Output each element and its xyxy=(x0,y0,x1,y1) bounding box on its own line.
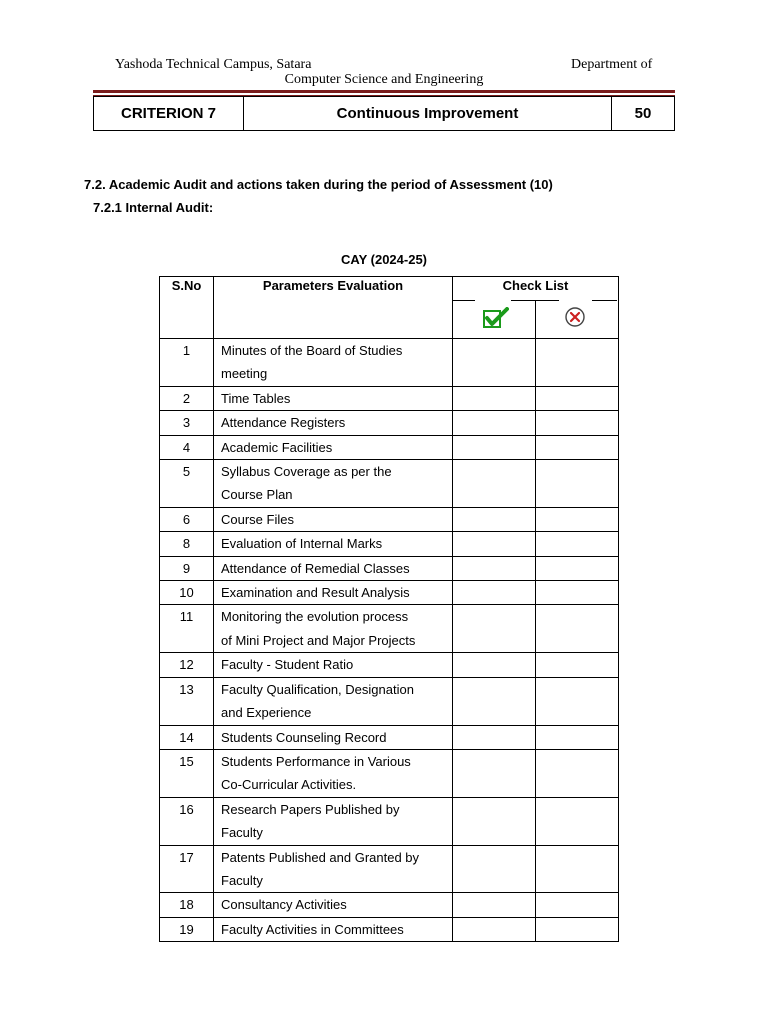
row-parameter-line: Evaluation of Internal Marks xyxy=(221,536,383,552)
table-row xyxy=(160,725,619,749)
section-heading: 7.2. Academic Audit and actions taken during the period of Assessment (10) xyxy=(84,177,553,192)
row-parameter xyxy=(214,605,453,653)
row-parameter-line: Research Papers Published by xyxy=(221,801,400,817)
row-sno: 8 xyxy=(160,532,214,556)
row-parameter-line: Faculty xyxy=(221,825,263,841)
institution-name: Yashoda Technical Campus, Satara xyxy=(115,57,312,72)
red-circle-cross-icon xyxy=(565,307,587,330)
check-no-cell[interactable] xyxy=(536,845,619,893)
check-no-cell[interactable] xyxy=(536,435,619,459)
row-sno: 13 xyxy=(160,677,214,725)
check-yes-cell[interactable] xyxy=(453,797,536,845)
check-no-cell[interactable] xyxy=(536,797,619,845)
row-sno: 18 xyxy=(160,893,214,917)
row-parameter xyxy=(214,411,453,435)
check-yes-cell[interactable] xyxy=(453,386,536,410)
check-yes-cell[interactable] xyxy=(453,532,536,556)
criterion-label: CRITERION 7 xyxy=(94,97,244,130)
row-parameter-line: Course Files xyxy=(221,511,294,527)
table-row xyxy=(160,893,619,917)
check-yes-cell[interactable] xyxy=(453,605,536,653)
row-sno: 1 xyxy=(160,339,214,387)
checklist-header xyxy=(453,277,619,339)
check-no-cell[interactable] xyxy=(536,460,619,508)
checklist-rule xyxy=(453,300,475,301)
check-no-cell[interactable] xyxy=(536,411,619,435)
row-parameter-line: Patents Published and Granted by xyxy=(221,849,420,865)
check-yes-cell[interactable] xyxy=(453,411,536,435)
table-row xyxy=(160,556,619,580)
checklist-label: Check List xyxy=(502,278,569,293)
assessment-year: CAY (2024-25) xyxy=(341,252,427,267)
row-parameter-line: of Mini Project and Major Projects xyxy=(221,632,416,648)
row-sno: 17 xyxy=(160,845,214,893)
row-parameter-line: Attendance Registers xyxy=(221,415,346,431)
table-row xyxy=(160,917,619,941)
department-name-text: Computer Science and Engineering xyxy=(284,72,484,87)
row-parameter xyxy=(214,653,453,677)
table-row xyxy=(160,653,619,677)
check-yes-cell[interactable] xyxy=(453,435,536,459)
check-no-cell[interactable] xyxy=(536,556,619,580)
table-row xyxy=(160,677,619,725)
department-label: Department of xyxy=(571,57,653,72)
check-yes-cell[interactable] xyxy=(453,917,536,941)
row-sno: 10 xyxy=(160,581,214,605)
row-parameter xyxy=(214,581,453,605)
row-sno: 16 xyxy=(160,797,214,845)
row-parameter-line: Faculty Qualification, Designation xyxy=(221,681,414,697)
row-parameter-line: Academic Facilities xyxy=(221,439,333,455)
row-parameter xyxy=(214,749,453,797)
green-checkbox-tick-icon xyxy=(483,307,509,332)
row-parameter xyxy=(214,532,453,556)
check-yes-cell[interactable] xyxy=(453,507,536,531)
checklist-divider xyxy=(535,300,536,339)
table-row xyxy=(160,460,619,508)
check-no-cell[interactable] xyxy=(536,339,619,387)
row-parameter-line: Students Performance in Various xyxy=(221,753,411,769)
row-sno: 3 xyxy=(160,411,214,435)
table-row xyxy=(160,386,619,410)
check-yes-cell[interactable] xyxy=(453,556,536,580)
parameters-header: Parameters Evaluation xyxy=(214,277,453,339)
check-yes-cell[interactable] xyxy=(453,893,536,917)
row-sno: 11 xyxy=(160,605,214,653)
criterion-marks: 50 xyxy=(634,105,652,122)
row-parameter xyxy=(214,460,453,508)
row-sno: 2 xyxy=(160,386,214,410)
row-parameter-line: Consultancy Activities xyxy=(221,897,347,913)
check-yes-cell[interactable] xyxy=(453,653,536,677)
row-parameter xyxy=(214,845,453,893)
row-parameter-line: Minutes of the Board of Studies xyxy=(221,343,403,358)
row-parameter xyxy=(214,386,453,410)
row-sno: 19 xyxy=(160,917,214,941)
department-name xyxy=(0,72,768,88)
check-no-cell[interactable] xyxy=(536,507,619,531)
header-rule-thick xyxy=(93,90,675,93)
check-yes-cell[interactable] xyxy=(453,460,536,508)
table-row xyxy=(160,797,619,845)
row-sno: 12 xyxy=(160,653,214,677)
row-parameter xyxy=(214,507,453,531)
check-yes-cell[interactable] xyxy=(453,339,536,387)
row-parameter-line: Time Tables xyxy=(221,390,291,406)
row-sno: 4 xyxy=(160,435,214,459)
row-sno: 5 xyxy=(160,460,214,508)
row-parameter xyxy=(214,725,453,749)
row-parameter-line: and Experience xyxy=(221,705,312,721)
table-row xyxy=(160,435,619,459)
row-sno: 14 xyxy=(160,725,214,749)
check-yes-cell[interactable] xyxy=(453,749,536,797)
row-parameter xyxy=(214,435,453,459)
table-row xyxy=(160,411,619,435)
row-parameter xyxy=(214,556,453,580)
table-row xyxy=(160,605,619,653)
checklist-rule xyxy=(592,300,617,301)
row-sno: 6 xyxy=(160,507,214,531)
row-sno: 15 xyxy=(160,749,214,797)
row-parameter xyxy=(214,893,453,917)
row-sno: 9 xyxy=(160,556,214,580)
check-no-cell[interactable] xyxy=(536,893,619,917)
table-row xyxy=(160,532,619,556)
check-no-cell[interactable] xyxy=(536,605,619,653)
row-parameter-line: Faculty - Student Ratio xyxy=(221,657,354,673)
row-parameter xyxy=(214,677,453,725)
check-no-cell[interactable] xyxy=(536,532,619,556)
table-row xyxy=(160,339,619,387)
section-subheading: 7.2.1 Internal Audit: xyxy=(93,200,214,215)
check-yes-cell[interactable] xyxy=(453,581,536,605)
row-parameter-line: Faculty Activities in Committees xyxy=(221,921,404,937)
row-parameter-line: Students Counseling Record xyxy=(221,729,387,745)
check-no-cell[interactable] xyxy=(536,917,619,941)
row-parameter xyxy=(214,797,453,845)
check-no-cell[interactable] xyxy=(536,749,619,797)
sno-header: S.No xyxy=(160,277,214,339)
check-no-cell[interactable] xyxy=(536,677,619,725)
criterion-box xyxy=(93,96,675,131)
row-parameter-line: Syllabus Coverage as per the xyxy=(221,464,392,480)
check-no-cell[interactable] xyxy=(536,581,619,605)
table-row xyxy=(160,581,619,605)
check-yes-cell[interactable] xyxy=(453,677,536,725)
check-yes-cell[interactable] xyxy=(453,845,536,893)
row-parameter xyxy=(214,339,453,387)
check-no-cell[interactable] xyxy=(536,386,619,410)
row-parameter-line: Faculty xyxy=(221,872,263,888)
row-parameter-line: Examination and Result Analysis xyxy=(221,585,410,601)
row-parameter-line: Monitoring the evolution process xyxy=(221,609,409,625)
table-row xyxy=(160,507,619,531)
table-row xyxy=(160,749,619,797)
row-parameter-line: Course Plan xyxy=(221,487,293,503)
row-parameter-line: Co-Curricular Activities. xyxy=(221,777,357,793)
row-parameter-line: meeting xyxy=(221,366,268,382)
check-no-cell[interactable] xyxy=(536,653,619,677)
internal-audit-table xyxy=(159,276,619,942)
check-no-cell[interactable] xyxy=(536,725,619,749)
criterion-title: Continuous Improvement xyxy=(244,97,612,130)
row-parameter xyxy=(214,917,453,941)
check-yes-cell[interactable] xyxy=(453,725,536,749)
row-parameter-line: Attendance of Remedial Classes xyxy=(221,560,410,576)
table-row xyxy=(160,845,619,893)
table-header-row xyxy=(160,277,619,339)
